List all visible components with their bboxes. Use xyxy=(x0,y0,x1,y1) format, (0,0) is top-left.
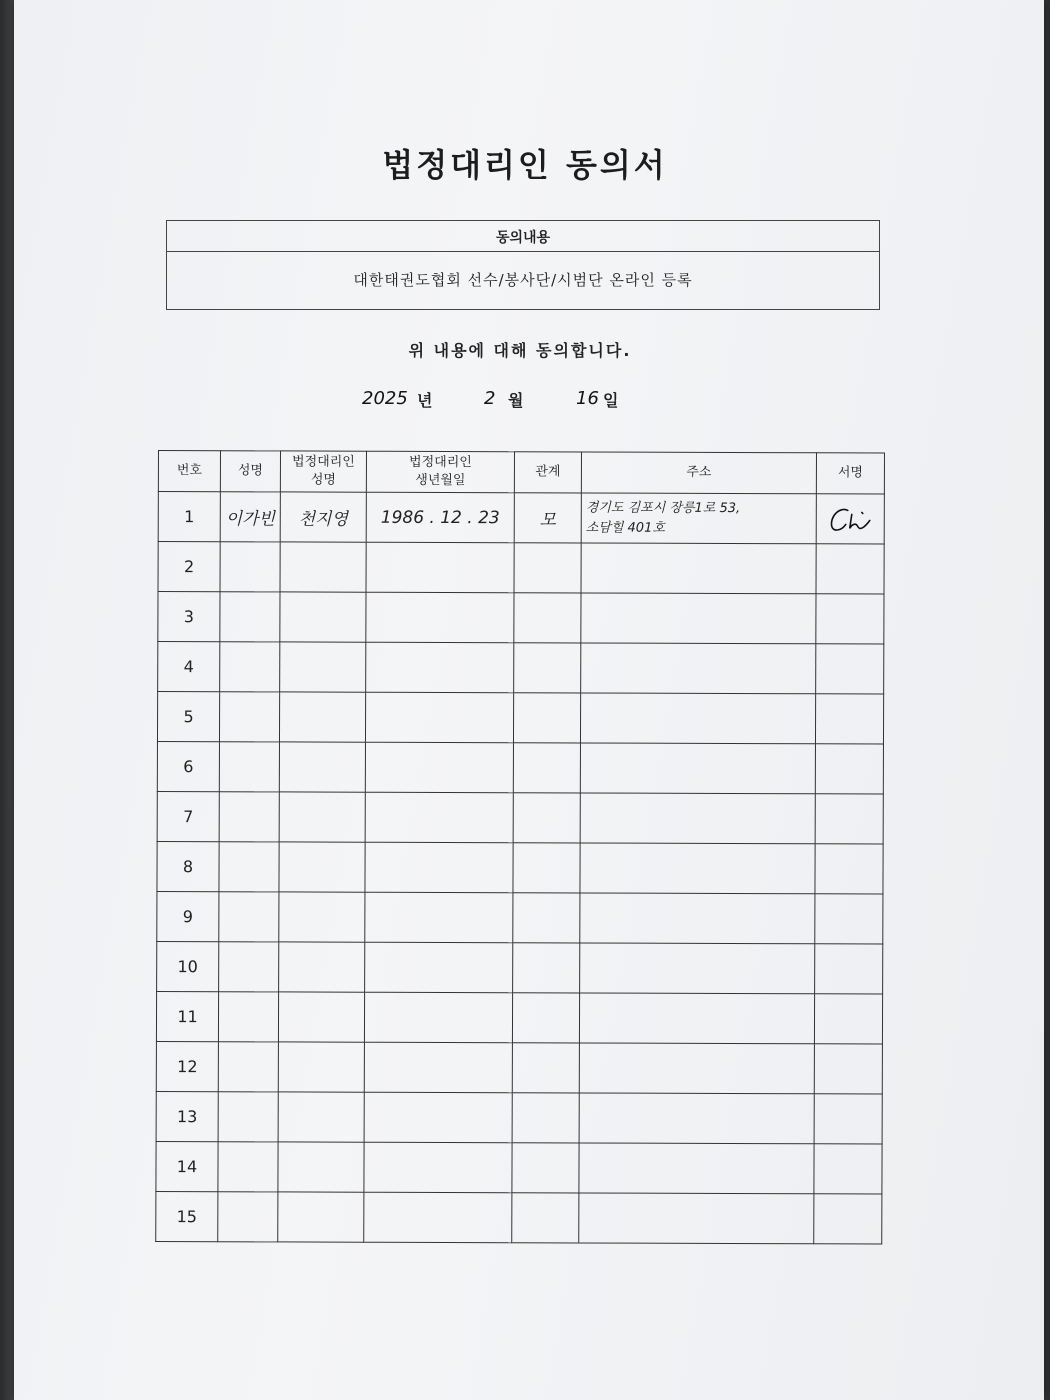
date-year: 2025 xyxy=(362,388,408,409)
table-row xyxy=(156,1091,882,1144)
document-title: 법정대리인 동의서 xyxy=(382,146,668,184)
table-row xyxy=(158,542,884,595)
header-signature: 서명 xyxy=(816,453,884,494)
row-number: 11 xyxy=(156,991,218,1041)
header-guardian-birth-line1: 법정대리인 xyxy=(409,454,472,471)
header-number: 번호 xyxy=(158,451,220,492)
date-year-unit: 년 xyxy=(417,391,433,410)
row-number: 9 xyxy=(157,891,219,941)
table-row xyxy=(156,991,882,1044)
minor-name-cell: 이가빈 xyxy=(220,492,280,542)
table-row xyxy=(158,492,884,545)
consent-box-header: 동의내용 xyxy=(167,221,879,252)
row-number: 7 xyxy=(157,791,219,841)
guardian-birth-cell: 1986 . 12 . 23 xyxy=(366,492,514,543)
table-row xyxy=(156,1191,882,1244)
header-guardian-name-line1: 법정대리인 xyxy=(292,454,355,470)
row-number: 14 xyxy=(156,1141,218,1191)
address-line1: 경기도 김포시 장릉1로 53, xyxy=(585,499,741,516)
row-number: 13 xyxy=(156,1091,218,1141)
row-number: 6 xyxy=(157,741,219,791)
relation-cell: 모 xyxy=(514,493,581,543)
table-row xyxy=(157,941,883,994)
date-month-unit: 월 xyxy=(508,391,524,410)
address-cell xyxy=(581,493,816,544)
table-row xyxy=(157,841,883,894)
registration-table xyxy=(155,450,885,1245)
row-number: 4 xyxy=(158,642,220,692)
table-row xyxy=(158,642,884,695)
header-guardian-birth-line2: 생년월일 xyxy=(415,472,466,489)
consent-box-content: 대한태권도협회 선수/봉사단/시범단 온라인 등록 xyxy=(353,271,693,289)
header-guardian-name xyxy=(280,451,366,492)
date-month: 2 xyxy=(484,388,496,409)
row-number: 15 xyxy=(156,1191,218,1241)
agreement-statement: 위 내용에 대해 동의합니다. xyxy=(408,341,632,360)
table-row xyxy=(156,1041,882,1094)
header-relation: 관계 xyxy=(514,452,581,493)
row-number: 8 xyxy=(157,841,219,891)
handwritten-signature xyxy=(825,502,875,536)
table-row xyxy=(157,891,883,944)
table-row xyxy=(156,1141,882,1194)
row-number: 12 xyxy=(156,1041,218,1091)
row-number: 1 xyxy=(158,492,220,542)
row-number: 5 xyxy=(157,692,219,742)
row-number: 3 xyxy=(158,592,220,642)
table-row xyxy=(158,592,884,645)
header-guardian-name-line2: 성명 xyxy=(310,472,336,488)
consent-content-box xyxy=(166,220,880,310)
table-row xyxy=(157,791,883,844)
guardian-name-cell: 천지영 xyxy=(280,492,366,542)
row-number: 10 xyxy=(157,941,219,991)
table-row xyxy=(157,741,883,794)
date-day: 16 xyxy=(576,388,599,409)
signature-cell xyxy=(816,494,884,544)
header-address: 주소 xyxy=(581,452,816,494)
header-name: 성명 xyxy=(220,451,280,492)
date-day-unit: 일 xyxy=(603,391,619,410)
address-line2: 소담힐 401호 xyxy=(585,519,665,536)
row-number: 2 xyxy=(158,542,220,592)
header-guardian-birth xyxy=(366,451,514,493)
table-row xyxy=(157,692,883,745)
table-header-row xyxy=(158,451,884,495)
